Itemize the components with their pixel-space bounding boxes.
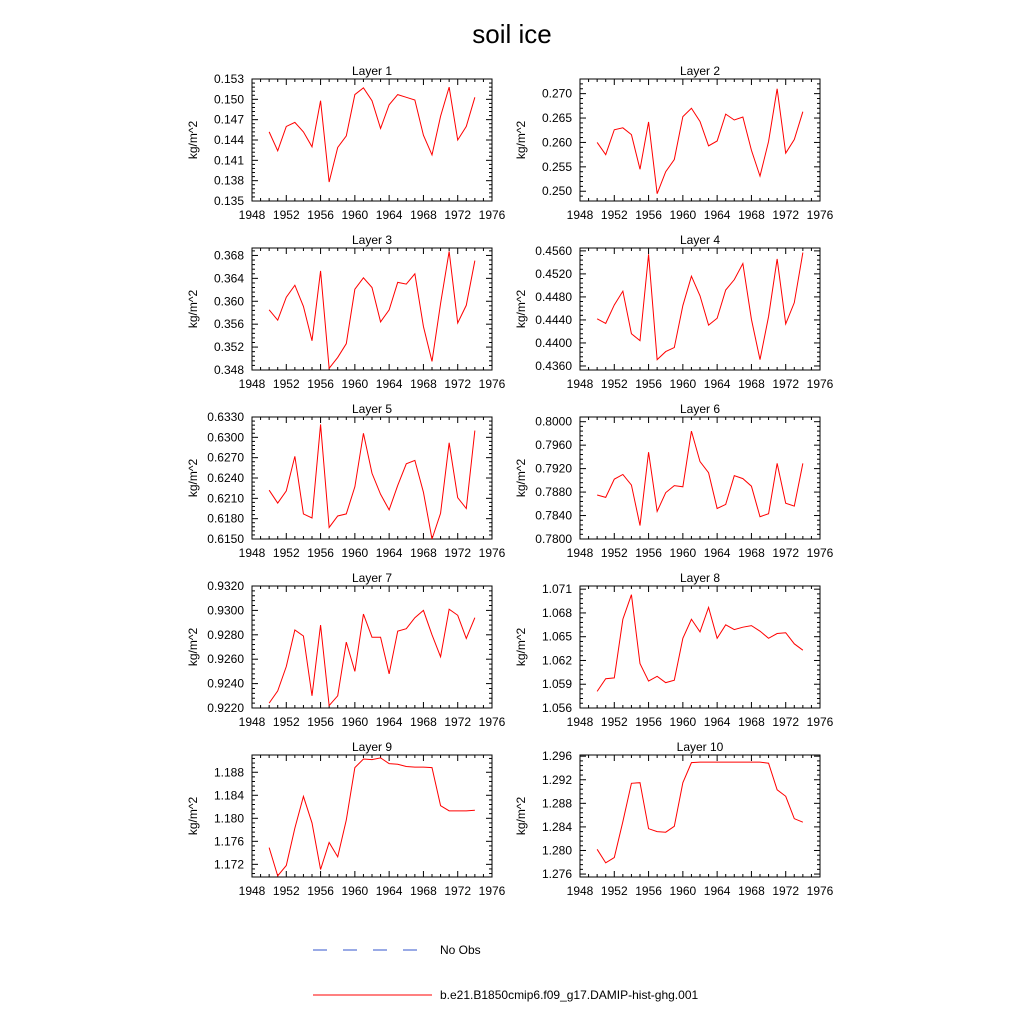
x-tick-label: 1952: [600, 377, 628, 391]
y-tick-label: 0.6330: [207, 410, 244, 424]
panel-layer-5: [186, 402, 506, 560]
x-tick-label: 1968: [410, 208, 437, 222]
y-axis-label: kg/m^2: [186, 796, 200, 836]
plot-frame: [580, 586, 820, 708]
x-tick-label: 1972: [444, 377, 472, 391]
x-tick-label: 1976: [478, 715, 506, 729]
y-tick-label: 0.7840: [535, 508, 572, 523]
series-line-layer-1: [269, 87, 475, 182]
y-tick-label: 0.270: [541, 86, 572, 101]
y-tick-label: 1.276: [541, 867, 572, 882]
panel-layer-7: [186, 571, 506, 729]
panel-layer-2: [514, 64, 834, 222]
plot-frame: [252, 417, 492, 539]
y-tick-label: 1.280: [541, 843, 572, 858]
x-tick-label: 1948: [238, 884, 266, 898]
x-tick-label: 1968: [738, 884, 765, 898]
series-line-layer-6: [597, 431, 803, 525]
panel-title: Layer 1: [351, 64, 393, 78]
x-tick-label: 1976: [806, 715, 834, 729]
y-tick-label: 1.292: [541, 772, 572, 787]
y-tick-label: 0.255: [541, 159, 572, 174]
y-tick-label: 0.356: [213, 317, 244, 332]
y-tick-label: 0.4560: [535, 243, 572, 258]
y-tick-label: 1.068: [541, 605, 572, 620]
x-tick-label: 1968: [738, 377, 765, 391]
x-tick-label: 1964: [703, 208, 731, 222]
x-tick-label: 1956: [307, 377, 334, 391]
x-tick-label: 1960: [669, 715, 697, 729]
x-tick-label: 1968: [738, 546, 765, 560]
y-axis-label: kg/m^2: [514, 796, 528, 836]
y-axis-label: kg/m^2: [186, 120, 200, 160]
x-tick-label: 1964: [703, 715, 731, 729]
y-tick-label: 0.135: [213, 194, 244, 208]
x-tick-label: 1960: [341, 377, 369, 391]
y-tick-label: 1.284: [541, 819, 572, 834]
x-tick-label: 1948: [238, 377, 266, 391]
panel-title: Layer 3: [351, 233, 393, 247]
panel-title: Layer 4: [679, 233, 721, 247]
panel-title: Layer 7: [351, 571, 393, 585]
y-tick-label: 0.9300: [207, 603, 244, 618]
y-tick-label: 1.172: [213, 857, 244, 872]
series-line-layer-4: [597, 253, 803, 360]
y-tick-label: 0.6300: [207, 430, 244, 445]
y-tick-label: 0.147: [213, 112, 244, 127]
x-tick-label: 1948: [566, 546, 594, 560]
x-tick-label: 1952: [600, 208, 628, 222]
y-tick-label: 0.348: [213, 363, 244, 377]
y-tick-label: 0.9320: [207, 579, 244, 593]
legend-label-no-obs: No Obs: [440, 943, 481, 957]
panel-title: Layer 10: [676, 740, 724, 754]
x-tick-label: 1968: [410, 884, 437, 898]
plot-frame: [252, 586, 492, 708]
x-tick-label: 1948: [238, 546, 266, 560]
panel-title: Layer 5: [351, 402, 393, 416]
y-tick-label: 0.138: [213, 173, 244, 188]
x-tick-label: 1952: [272, 208, 300, 222]
x-tick-label: 1960: [669, 546, 697, 560]
y-tick-label: 0.4360: [535, 358, 572, 373]
y-tick-label: 0.4400: [535, 335, 572, 350]
x-tick-label: 1956: [635, 208, 662, 222]
figure-title: soil ice: [472, 19, 552, 49]
x-tick-label: 1960: [669, 377, 697, 391]
y-tick-label: 0.9240: [207, 676, 244, 691]
y-tick-label: 0.4520: [535, 266, 572, 281]
x-tick-label: 1964: [375, 546, 403, 560]
x-tick-label: 1972: [772, 377, 800, 391]
panel-title: Layer 6: [679, 402, 721, 416]
x-tick-label: 1948: [238, 715, 266, 729]
y-axis-label: kg/m^2: [186, 458, 200, 498]
x-tick-label: 1952: [600, 546, 628, 560]
x-tick-label: 1948: [566, 208, 594, 222]
x-tick-label: 1960: [341, 546, 369, 560]
panels-grid: [186, 64, 834, 898]
x-tick-label: 1976: [806, 377, 834, 391]
x-tick-label: 1956: [307, 546, 334, 560]
series-line-layer-10: [597, 762, 803, 863]
x-tick-label: 1952: [272, 546, 300, 560]
x-tick-label: 1968: [738, 715, 765, 729]
y-tick-label: 0.360: [213, 294, 244, 309]
x-tick-label: 1976: [478, 546, 506, 560]
x-tick-label: 1968: [410, 715, 437, 729]
x-tick-label: 1948: [238, 208, 266, 222]
x-tick-label: 1968: [410, 546, 437, 560]
x-tick-label: 1972: [444, 884, 472, 898]
y-tick-label: 0.368: [213, 248, 244, 263]
y-tick-label: 0.7880: [535, 485, 572, 500]
y-tick-label: 0.265: [541, 111, 572, 126]
x-tick-label: 1964: [375, 208, 403, 222]
y-tick-label: 0.6210: [207, 491, 244, 506]
x-tick-label: 1956: [307, 208, 334, 222]
plot-frame: [580, 755, 820, 877]
y-tick-label: 0.6240: [207, 471, 244, 485]
x-tick-label: 1976: [806, 884, 834, 898]
y-tick-label: 0.7960: [535, 438, 572, 453]
y-tick-label: 0.4480: [535, 289, 572, 304]
y-tick-label: 1.180: [213, 811, 244, 826]
y-axis-label: kg/m^2: [514, 458, 528, 498]
y-tick-label: 0.9280: [207, 627, 244, 642]
x-tick-label: 1956: [635, 377, 662, 391]
x-tick-label: 1956: [307, 884, 334, 898]
y-tick-label: 0.250: [541, 184, 572, 199]
x-tick-label: 1948: [566, 884, 594, 898]
y-tick-label: 1.062: [541, 653, 572, 668]
x-tick-label: 1948: [566, 377, 594, 391]
y-tick-label: 0.8000: [535, 414, 572, 429]
y-tick-label: 0.352: [213, 340, 244, 355]
x-tick-label: 1972: [772, 546, 800, 560]
x-tick-label: 1956: [635, 546, 662, 560]
y-tick-label: 0.9260: [207, 652, 244, 667]
x-tick-label: 1960: [341, 884, 369, 898]
legend: [313, 943, 698, 1002]
series-line-layer-8: [597, 595, 803, 692]
x-tick-label: 1956: [307, 715, 334, 729]
y-tick-label: 1.059: [541, 677, 572, 692]
y-tick-label: 0.153: [213, 72, 244, 86]
x-tick-label: 1964: [703, 546, 731, 560]
series-line-layer-5: [269, 424, 475, 539]
x-tick-label: 1972: [444, 546, 472, 560]
x-tick-label: 1948: [566, 715, 594, 729]
x-tick-label: 1968: [738, 208, 765, 222]
y-tick-label: 1.184: [213, 788, 244, 803]
series-line-layer-2: [597, 89, 803, 194]
legend-label-model-run: b.e21.B1850cmip6.f09_g17.DAMIP-hist-ghg.001: [440, 988, 699, 1002]
panel-layer-8: [514, 571, 834, 729]
y-tick-label: 1.065: [541, 629, 572, 644]
series-line-layer-7: [269, 609, 475, 705]
x-tick-label: 1964: [375, 377, 403, 391]
x-tick-label: 1976: [478, 884, 506, 898]
y-tick-label: 0.260: [541, 135, 572, 150]
y-axis-label: kg/m^2: [514, 627, 528, 667]
x-tick-label: 1956: [635, 884, 662, 898]
panel-title: Layer 8: [679, 571, 721, 585]
panel-layer-6: [514, 402, 834, 560]
x-tick-label: 1972: [772, 208, 800, 222]
x-tick-label: 1964: [703, 884, 731, 898]
y-tick-label: 0.141: [213, 153, 244, 168]
x-tick-label: 1976: [478, 208, 506, 222]
series-line-layer-3: [269, 251, 475, 368]
y-tick-label: 0.7920: [535, 461, 572, 476]
panel-layer-10: [514, 740, 834, 898]
y-tick-label: 0.6270: [207, 450, 244, 465]
x-tick-label: 1968: [410, 377, 437, 391]
y-tick-label: 1.176: [213, 834, 244, 849]
panel-title: Layer 2: [679, 64, 721, 78]
y-axis-label: kg/m^2: [514, 289, 528, 329]
x-tick-label: 1964: [375, 884, 403, 898]
y-axis-label: kg/m^2: [186, 627, 200, 667]
y-tick-label: 1.071: [541, 582, 572, 597]
y-axis-label: kg/m^2: [514, 120, 528, 160]
x-tick-label: 1972: [444, 715, 472, 729]
y-tick-label: 0.144: [213, 133, 244, 147]
x-tick-label: 1972: [444, 208, 472, 222]
y-tick-label: 0.364: [213, 271, 244, 286]
x-tick-label: 1976: [806, 208, 834, 222]
y-tick-label: 0.9220: [207, 701, 244, 715]
panel-layer-1: [186, 64, 506, 222]
y-tick-label: 0.6150: [207, 532, 244, 546]
panel-title: Layer 9: [351, 740, 393, 754]
y-tick-label: 0.150: [213, 92, 244, 107]
y-axis-label: kg/m^2: [186, 289, 200, 329]
panel-layer-3: [186, 233, 506, 391]
x-tick-label: 1960: [669, 208, 697, 222]
panel-layer-9: [186, 740, 506, 898]
x-tick-label: 1964: [375, 715, 403, 729]
x-tick-label: 1952: [272, 884, 300, 898]
x-tick-label: 1976: [806, 546, 834, 560]
y-tick-label: 0.7800: [535, 532, 572, 546]
x-tick-label: 1952: [272, 715, 300, 729]
series-line-layer-9: [269, 758, 475, 876]
x-tick-label: 1976: [478, 377, 506, 391]
x-tick-label: 1960: [341, 208, 369, 222]
plot-frame: [252, 79, 492, 201]
y-tick-label: 0.6180: [207, 511, 244, 526]
y-tick-label: 1.288: [541, 796, 572, 811]
y-tick-label: 1.296: [541, 749, 572, 764]
x-tick-label: 1952: [600, 715, 628, 729]
x-tick-label: 1952: [600, 884, 628, 898]
x-tick-label: 1964: [703, 377, 731, 391]
y-tick-label: 1.056: [541, 701, 572, 715]
panel-layer-4: [514, 233, 834, 391]
x-tick-label: 1972: [772, 715, 800, 729]
y-tick-label: 0.4440: [535, 312, 572, 327]
y-tick-label: 1.188: [213, 765, 244, 780]
x-tick-label: 1956: [635, 715, 662, 729]
x-tick-label: 1972: [772, 884, 800, 898]
x-tick-label: 1960: [341, 715, 369, 729]
x-tick-label: 1952: [272, 377, 300, 391]
x-tick-label: 1960: [669, 884, 697, 898]
